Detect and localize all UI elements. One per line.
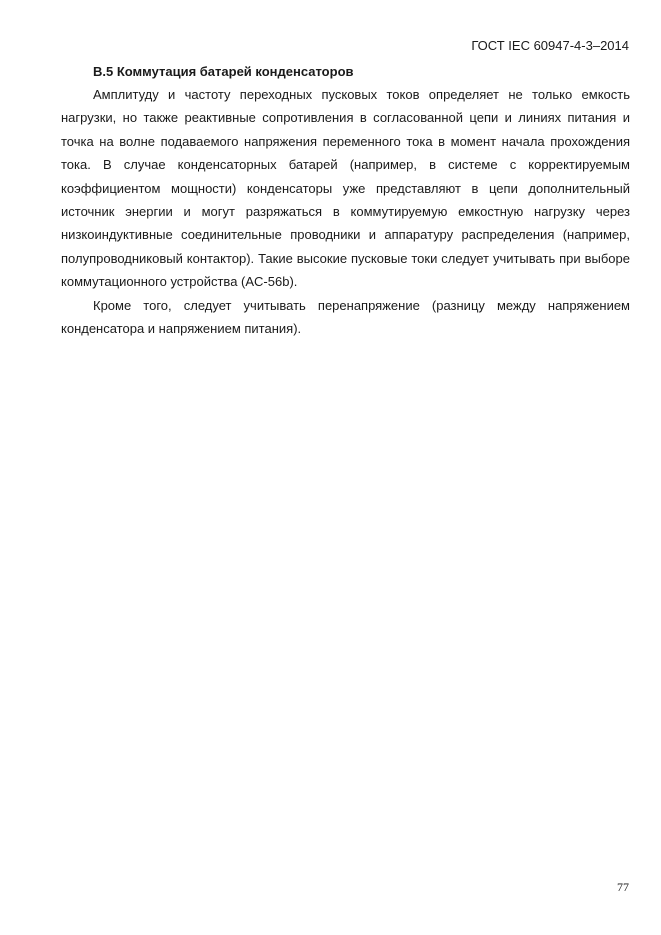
- document-id-header: ГОСТ IEC 60947-4-3–2014: [471, 38, 629, 53]
- page-number: 77: [617, 880, 629, 894]
- paragraph-overvoltage: Кроме того, следует учитывать перенапряжение (разницу между напряжением конденсатора и напряжением питания).: [61, 297, 630, 337]
- section-heading: B.5 Коммутация батарей конденсаторов: [93, 64, 354, 79]
- paragraph-inrush-currents: Амплитуду и частоту переходных пусковых токов определяет не только емкость нагрузки, но также реактивные сопротивления в согласованной цепи и линиях питания и точка на волне подаваемого напряжения переменного тока в момент начала прохождения тока. В случае конденсаторных батарей (например, в системе с корректируемым коэффициентом мощности) конденсаторы уже представляют в цепи дополнительный источник энергии и могут разряжаться в коммутируемую емкостную нагрузку через низкоиндуктивные соединительные проводники и аппаратуру распределения (например, полупроводниковый контактор). Такие высокие пусковые токи следует учитывать при выборе коммутационного устройства (AC-56b).: [61, 87, 630, 290]
- document-body: [61, 61, 630, 340]
